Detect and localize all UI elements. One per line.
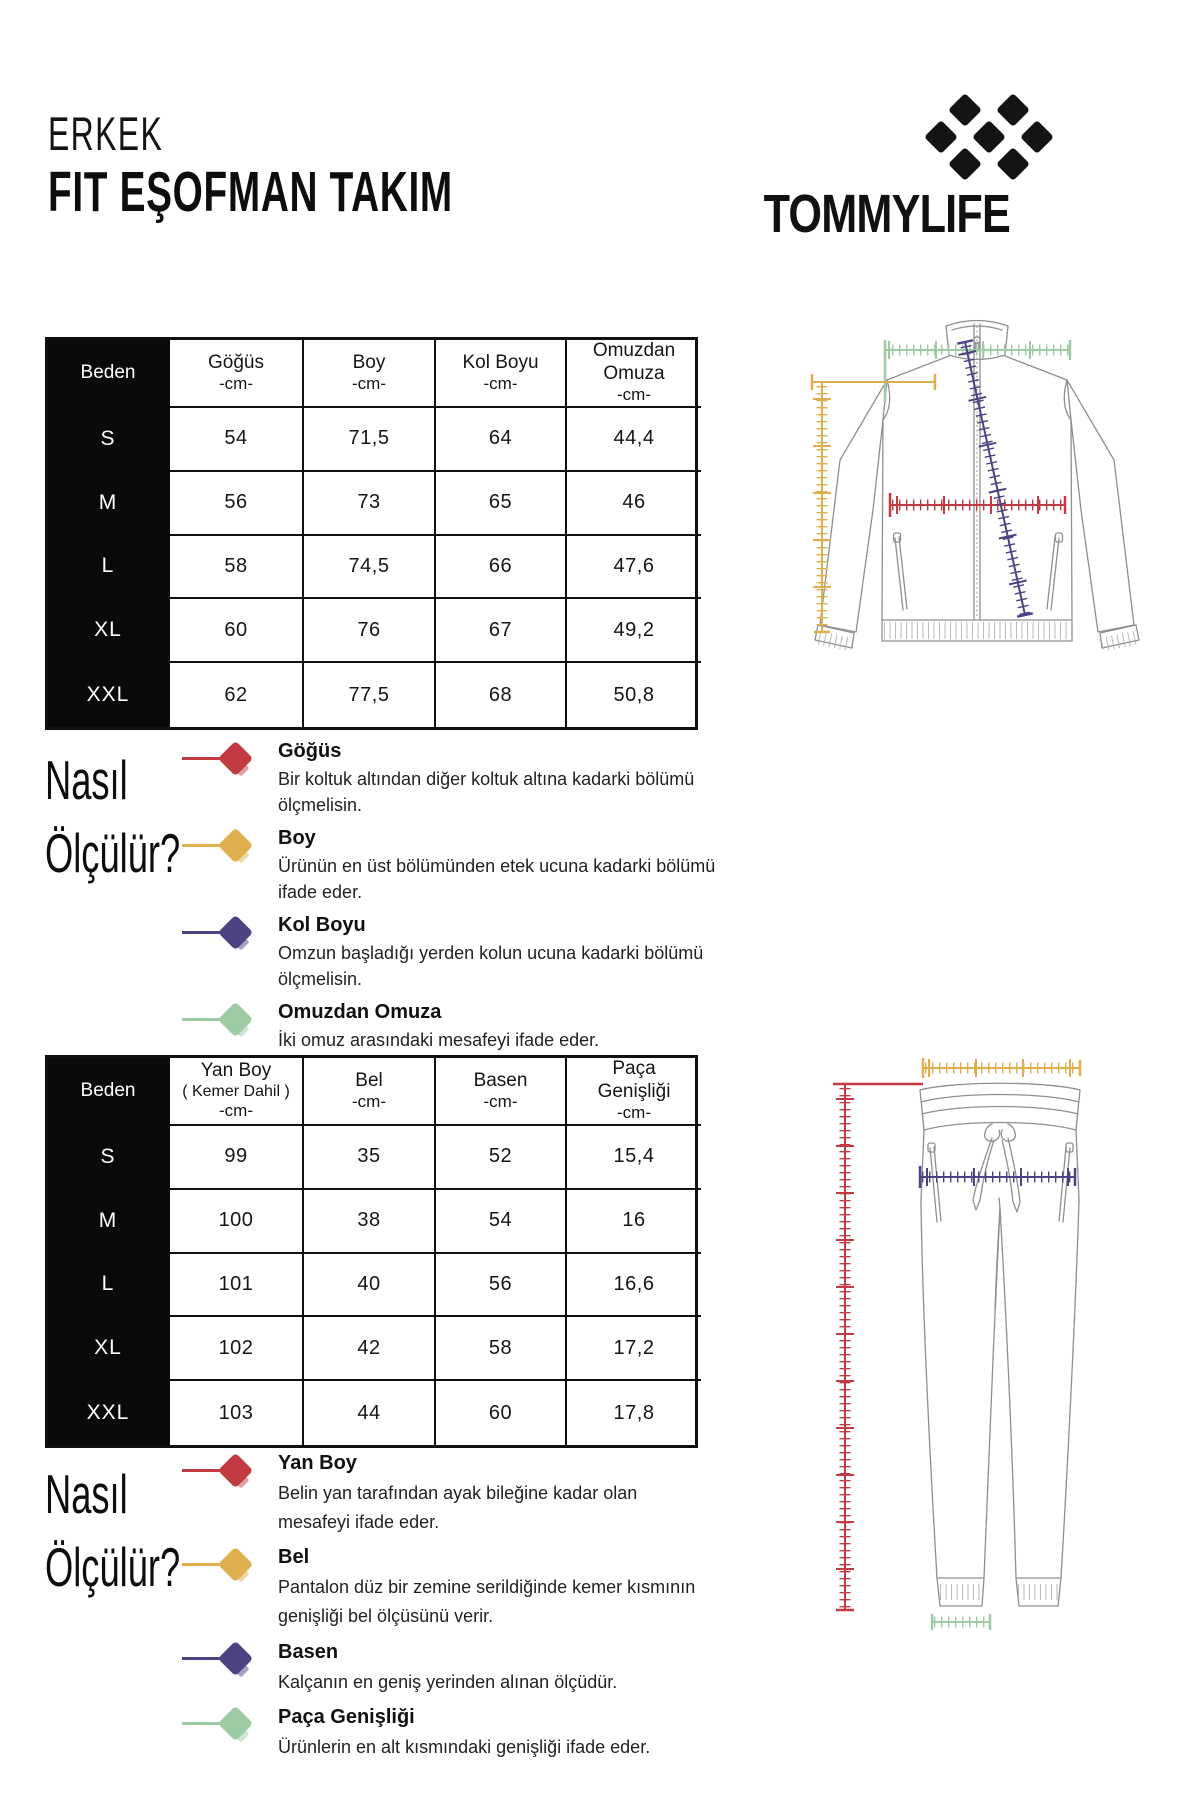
waist-ruler: [923, 1058, 1080, 1078]
table-header-cell: Basen -cm-: [436, 1058, 567, 1126]
value-cell: 99: [170, 1126, 304, 1190]
value-cell: 71,5: [304, 408, 436, 472]
sleeve-ruler: [957, 340, 1033, 616]
value-cell: 103: [170, 1381, 304, 1445]
page-title: [48, 108, 453, 225]
value-cell: 15,4: [567, 1126, 701, 1190]
measure-item-description: Pantalon düz bir zemine serildiğinde kemer kısmının genişliği bel ölçüsünü verir.: [278, 1577, 696, 1627]
measure-items-pants: [182, 1452, 702, 1771]
measure-item-description: Belin yan tarafından ayak bileğine kadar olan mesafeyi ifade eder.: [278, 1483, 638, 1533]
size-cell: XL: [48, 1317, 170, 1381]
shoulder-diamond-marker-icon: [182, 1001, 260, 1034]
waist-diamond-marker-icon: [182, 1546, 260, 1579]
measure-item: [182, 1452, 702, 1537]
measure-item: [182, 827, 716, 905]
value-cell: 67: [436, 599, 567, 663]
value-cell: 60: [436, 1381, 567, 1445]
value-cell: 73: [304, 472, 436, 536]
measure-item-description: Ürünlerin en alt kısmındaki genişliği ifade eder.: [278, 1736, 651, 1757]
value-cell: 58: [170, 536, 304, 600]
value-cell: 49,2: [567, 599, 701, 663]
table-header-cell: Beden: [48, 340, 170, 408]
pants-diagram: [780, 1040, 1110, 1640]
size-cell: XL: [48, 599, 170, 663]
table-header-cell: Yan Boy ( Kemer Dahil ) -cm-: [170, 1058, 304, 1126]
length-diamond-marker-icon: [182, 827, 260, 860]
size-cell: S: [48, 408, 170, 472]
value-cell: 65: [436, 472, 567, 536]
table-header-cell: Göğüs -cm-: [170, 340, 304, 408]
hem-width-diamond-marker-icon: [182, 1706, 260, 1739]
value-cell: 102: [170, 1317, 304, 1381]
measure-item-description: Bir koltuk altından diğer koltuk altına kadarki bölümü ölçmelisin.: [278, 769, 695, 815]
value-cell: 76: [304, 599, 436, 663]
table-header-cell: Beden: [48, 1058, 170, 1126]
chest-diamond-marker-icon: [182, 740, 260, 773]
table-header-cell: Omuzdan Omuza -cm-: [567, 340, 701, 408]
size-cell: L: [48, 1254, 170, 1318]
measure-item: [182, 1546, 702, 1631]
value-cell: 44,4: [567, 408, 701, 472]
measure-item: [182, 1001, 702, 1054]
value-cell: 58: [436, 1317, 567, 1381]
value-cell: 64: [436, 408, 567, 472]
measure-item-name: Göğüs: [278, 740, 342, 762]
measure-item-name: Boy: [278, 827, 316, 850]
value-cell: 52: [436, 1126, 567, 1190]
value-cell: 66: [436, 536, 567, 600]
value-cell: 77,5: [304, 663, 436, 727]
measure-items-jacket: [182, 740, 716, 1063]
page-title-line2: FIT EŞOFMAN TAKIM: [48, 159, 453, 224]
value-cell: 101: [170, 1254, 304, 1318]
value-cell: 47,6: [567, 536, 701, 600]
chest-ruler: [890, 493, 1065, 517]
value-cell: 38: [304, 1190, 436, 1254]
hem-width-ruler: [932, 1614, 990, 1630]
measure-item-description: İki omuz arasındaki mesafeyi ifade eder.: [278, 1030, 600, 1051]
measure-item-name: Yan Boy: [278, 1452, 357, 1474]
jacket-diagram: [680, 280, 1150, 650]
hip-ruler: [920, 1166, 1075, 1188]
measure-item-description: Ürünün en üst bölümünden etek ucuna kadarki bölümü ifade eder.: [278, 856, 716, 902]
measure-item-description: Omzun başladığı yerden kolun ucuna kadarki bölümü ölçmelisin.: [278, 943, 704, 989]
size-table-pants: [45, 1055, 698, 1448]
measure-item-name: Paça Genişliği: [278, 1705, 415, 1728]
value-cell: 42: [304, 1317, 436, 1381]
measure-item: [182, 1641, 702, 1697]
value-cell: 40: [304, 1254, 436, 1318]
table-header-cell: Bel -cm-: [304, 1058, 436, 1126]
size-cell: L: [48, 536, 170, 600]
measure-item-name: Omuzdan Omuza: [278, 1001, 442, 1024]
measure-item-name: Bel: [278, 1546, 310, 1569]
size-cell: S: [48, 1126, 170, 1190]
value-cell: 35: [304, 1126, 436, 1190]
measure-item: [182, 1706, 702, 1762]
table-header-cell: Kol Boyu -cm-: [436, 340, 567, 408]
measure-item: [182, 740, 702, 818]
measure-item-name: Kol Boyu: [278, 914, 366, 937]
value-cell: 68: [436, 663, 567, 727]
table-header-cell: Paça Genişliği -cm-: [567, 1058, 701, 1126]
sleeve-diamond-marker-icon: [182, 914, 260, 947]
value-cell: 100: [170, 1190, 304, 1254]
size-cell: M: [48, 1190, 170, 1254]
side-length-diamond-marker-icon: [182, 1452, 260, 1485]
value-cell: 56: [436, 1254, 567, 1318]
page-title-line1: ERKEK: [48, 107, 164, 160]
brand-name: TOMMYLIFE: [763, 184, 1010, 244]
value-cell: 74,5: [304, 536, 436, 600]
value-cell: 46: [567, 472, 701, 536]
size-cell: XXL: [48, 1381, 170, 1445]
size-cell: M: [48, 472, 170, 536]
hip-diamond-marker-icon: [182, 1641, 260, 1674]
value-cell: 54: [436, 1190, 567, 1254]
value-cell: 16,6: [567, 1254, 701, 1318]
value-cell: 54: [170, 408, 304, 472]
brand-logo-diamonds-icon: [908, 88, 1058, 188]
value-cell: 60: [170, 599, 304, 663]
measure-item-name: Basen: [278, 1640, 339, 1663]
measure-heading-pants: Nasıl Ölçülür?: [45, 1463, 181, 1598]
size-table-jacket: [45, 337, 698, 730]
measure-item-description: Kalçanın en geniş yerinden alınan ölçüdür.: [278, 1671, 618, 1692]
value-cell: 62: [170, 663, 304, 727]
value-cell: 17,2: [567, 1317, 701, 1381]
measure-item: [182, 914, 702, 992]
value-cell: 16: [567, 1190, 701, 1254]
measure-heading-jacket: Nasıl Ölçülür?: [45, 749, 181, 884]
side-length-ruler: [833, 1084, 923, 1610]
size-cell: XXL: [48, 663, 170, 727]
value-cell: 56: [170, 472, 304, 536]
value-cell: 50,8: [613, 683, 655, 706]
value-cell: 17,8: [613, 1401, 655, 1424]
table-header-cell: Boy -cm-: [304, 340, 436, 408]
value-cell: 44: [304, 1381, 436, 1445]
